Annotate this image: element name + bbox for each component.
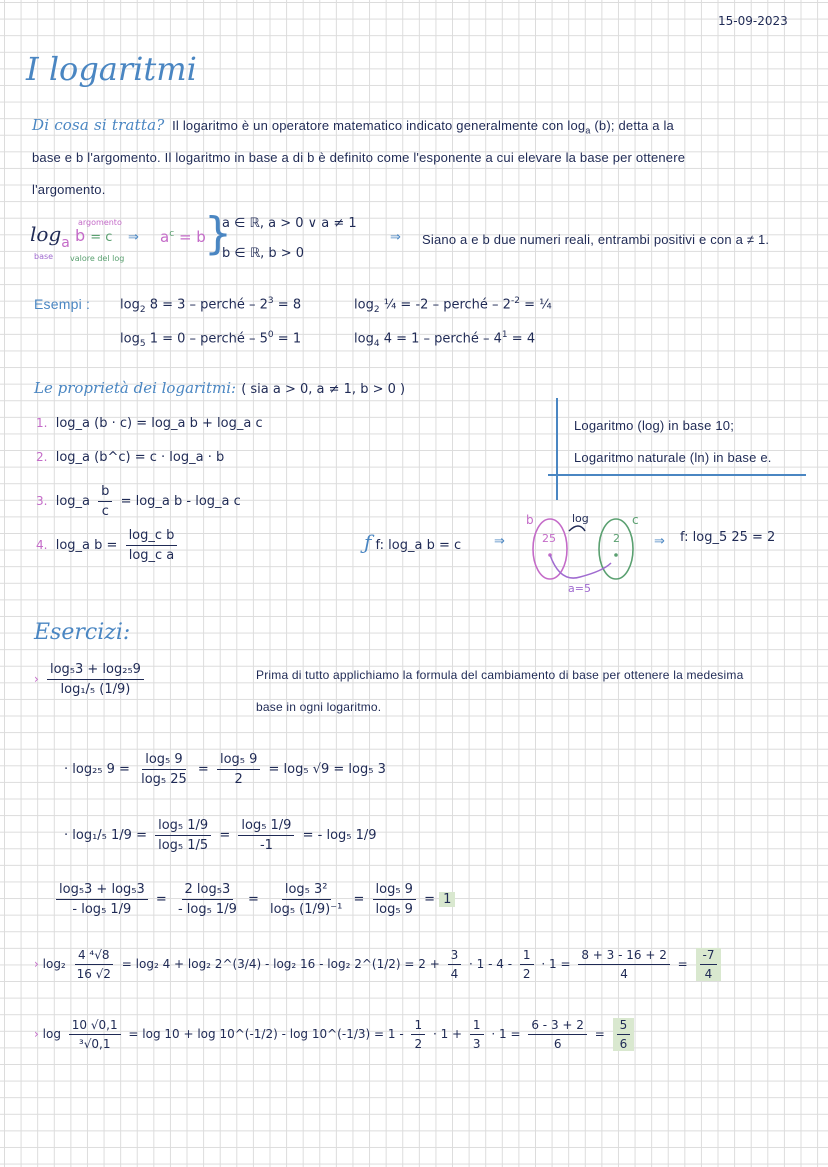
- property-lhs: log_a: [55, 494, 91, 509]
- exercise-1-step-2: · log₁/₅ 1/9 = $\frac{\text{log₅ 1/9}}{\text{log₅ 1/5}}$ = $\frac{\text{log₅ 1/9}}{-1}$ = - log₅ 1/9: [64, 818, 377, 853]
- fraction: [373, 882, 416, 917]
- side-box-line-2: Logaritmo naturale (ln) in base e.: [574, 450, 772, 465]
- denominator: 2: [522, 967, 531, 981]
- label-value: valore del log: [70, 254, 125, 263]
- property-text: log_a (b · c) = log_a b + log_a c: [55, 416, 263, 431]
- def-power: [160, 228, 206, 246]
- condition-b: b ∈ ℝ, b > 0: [222, 246, 305, 261]
- ex-why: perché: [434, 331, 479, 347]
- ex-log: log: [354, 297, 374, 313]
- label-base: base: [34, 252, 54, 261]
- power-base: a: [160, 228, 170, 246]
- fraction: [47, 662, 144, 697]
- ex-res: = 4: [511, 331, 536, 347]
- ex-sub: 2: [139, 304, 146, 315]
- properties-condition: ( sia a > 0, a ≠ 1, b > 0 ): [241, 382, 406, 397]
- def-eq: = c: [90, 230, 113, 245]
- denominator: - log₅ 1/9: [177, 902, 237, 917]
- ex3-expand: = log 10 + log 10^(-1/2) - log 10^(-1/3) = 1 -: [128, 1027, 404, 1041]
- properties-heading-row: [34, 378, 405, 397]
- numerator: log₅3 + log₂₅9: [47, 662, 144, 680]
- label-argument: argomento: [78, 218, 122, 227]
- property-3: [36, 484, 241, 519]
- ex-rest: 4 = 1: [383, 331, 420, 347]
- ex2-expand: = log₂ 4 + log₂ 2^(3/4) - log₂ 16 - log₂ 2^(1/2) = 2 +: [121, 957, 440, 971]
- ex-why: perché: [200, 297, 245, 313]
- ex3-tail-a: · 1 +: [432, 1027, 463, 1041]
- denominator: 3: [472, 1037, 481, 1051]
- ex-exp: 0: [267, 330, 274, 340]
- ex-res: = ¼: [524, 297, 552, 313]
- exercise-3: › log $\frac{10 √0,1}{\text{³√0,1}}$ = log 10 + log 10^(-1/2) - log 10^(-1/3) = 1 - $\frac{1}{2}$ · 1 + $\frac{1}{3}$ · 1 = $\frac{6 - 3 + 2}{6}$ = $\frac{5}{6}$: [34, 1018, 638, 1051]
- fraction: [528, 1018, 587, 1051]
- base-label: a=5: [568, 582, 591, 595]
- numerator: log₅ 9: [217, 752, 260, 770]
- intro-text-1: Il logaritmo è un operatore matematico indicato generalmente con log: [172, 118, 586, 133]
- intro-arg: (b); detta a la: [594, 118, 674, 133]
- ex-log: log: [120, 297, 140, 313]
- exercise-1-expression: › $\frac{\text{log₅3 + log₂₅9}}{\text{log₁/₅ (1/9)}}$: [34, 662, 148, 697]
- denominator: log₅ 25: [141, 772, 187, 787]
- fraction: [138, 752, 190, 787]
- property-number: 3.: [36, 494, 48, 508]
- exercise-1-step-1: · log₂₅ 9 = $\frac{\text{log₅ 9}}{\text{log₅ 25}}$ = $\frac{\text{log₅ 9}}{2}$ = log₅ √9 = log₅ 3: [64, 752, 386, 787]
- set-c-label: c: [632, 513, 639, 527]
- property-number: 2.: [36, 450, 48, 464]
- property-lhs: log_a b =: [55, 538, 118, 553]
- numerator: log₅ 9: [373, 882, 416, 900]
- property-rhs: = log_a b - log_a c: [120, 494, 241, 509]
- fraction: [155, 818, 211, 853]
- numerator: 5: [617, 1018, 631, 1035]
- ex-base: 2: [502, 297, 511, 313]
- ex-exp: 1: [501, 330, 508, 340]
- step-rest: = - log₅ 1/9: [302, 828, 377, 843]
- exercise-1-note-2: base in ogni logaritmo.: [256, 700, 382, 714]
- ex-rest: 1 = 0: [149, 331, 186, 347]
- example-3: $\log_2$ ¼ = -2 – perché – $2^{-2}$ = ¼: [354, 296, 552, 315]
- example-4: $\log_4 4 = 1$ – perché – $4^1 = 4$: [354, 330, 536, 349]
- ex-log: log: [354, 331, 374, 347]
- example-2: $\log_5 1 = 0$ – perché – $5^0 = 1$: [120, 330, 302, 349]
- fraction: [217, 752, 260, 787]
- step-lhs: · log₂₅ 9 =: [64, 762, 130, 777]
- page-title: I logaritmi: [26, 50, 197, 88]
- denominator: 2: [414, 1037, 423, 1051]
- denominator: 6: [619, 1037, 628, 1051]
- intro-line-1: [32, 116, 674, 136]
- denominator: -1: [259, 838, 273, 853]
- examples-label: Esempi :: [34, 296, 91, 312]
- diagram-lhs-text: f: log_a b = c: [375, 538, 462, 553]
- ex-res: = 1: [277, 331, 302, 347]
- denominator: log₅ 1/5: [158, 838, 209, 853]
- denominator: - log₅ 1/9: [72, 902, 132, 917]
- step-lhs: · log₁/₅ 1/9 =: [64, 828, 147, 843]
- denominator: 2: [234, 772, 243, 787]
- denominator: 4: [704, 967, 713, 981]
- exercise-2: › log₂ $\frac{\text{4 ⁴√8}}{16 √2}$ = log₂ 4 + log₂ 2^(3/4) - log₂ 16 - log₂ 2^(1/2) = 2 + $\frac{3}{4}$ · 1 - 4 - $\frac{1}{2}$ · 1 = $\frac{8 + 3 - 16 + 2}{4}$ = $\frac{-7}{4}$: [34, 948, 725, 981]
- numerator: 10 √0,1: [69, 1018, 121, 1035]
- side-box-border: [556, 398, 558, 500]
- def-base: a: [61, 235, 70, 251]
- exercise-1-result: 1: [439, 892, 455, 907]
- property-text: log_a (b^c) = c · log_a · b: [55, 450, 225, 465]
- property-number: 4.: [36, 538, 48, 552]
- property-1: [36, 416, 263, 431]
- ex-why: perché: [443, 297, 488, 313]
- fraction: [56, 882, 148, 917]
- ex-sub: 5: [139, 338, 146, 349]
- diagram-rhs: f: log_5 25 = 2: [680, 530, 776, 545]
- numerator: 3: [448, 948, 462, 965]
- ex-sub: 2: [373, 304, 380, 315]
- diagram-lhs: ƒ f: log_a b = c: [364, 530, 462, 554]
- fraction: [74, 948, 114, 981]
- fraction: [69, 1018, 121, 1051]
- numerator: log₅3 + log₅3: [56, 882, 148, 900]
- diagram-arrow-1: ⇒: [494, 534, 505, 549]
- ex-base: 5: [259, 331, 268, 347]
- example-1: $\log_2 8 = 3$ – perché – $2^3 = 8$: [120, 296, 302, 315]
- denominator: 4: [450, 967, 459, 981]
- ex-rest: 8 = 3: [149, 297, 186, 313]
- ex2-tail-b: · 1 =: [541, 957, 571, 971]
- def-log: log: [30, 222, 62, 246]
- numerator: 1: [411, 1018, 425, 1035]
- property-2: [36, 450, 224, 465]
- fraction: [238, 818, 294, 853]
- numerator: log₅ 1/9: [155, 818, 211, 836]
- numerator: 4 ⁴√8: [75, 948, 113, 965]
- denominator: 16 √2: [76, 967, 111, 981]
- numerator: log₅ 9: [142, 752, 185, 770]
- ex-base: 4: [493, 331, 502, 347]
- intro-heading: Di cosa si tratta?: [32, 116, 165, 134]
- ex-rest: ¼ = -2: [383, 297, 429, 313]
- ex-exp: 3: [267, 296, 274, 306]
- ex2-lhs: log₂: [42, 957, 66, 971]
- numerator: log₅ 1/9: [238, 818, 294, 836]
- side-box-underline: [548, 474, 806, 476]
- exercise-3-result: [613, 1018, 635, 1051]
- fraction: [98, 484, 112, 519]
- denominator: ³√0,1: [78, 1037, 111, 1051]
- denominator: log₅ (1/9)⁻¹: [270, 902, 343, 917]
- date: 15-09-2023: [718, 14, 788, 28]
- fraction: [470, 1018, 484, 1051]
- side-box-line-1: Logaritmo (log) in base 10;: [574, 418, 735, 433]
- denominator: log_c a: [128, 548, 175, 563]
- properties-heading: Le proprietà dei logaritmi:: [34, 379, 237, 397]
- ex3-tail-b: · 1 =: [491, 1027, 521, 1041]
- numerator: 8 + 3 - 16 + 2: [578, 948, 670, 965]
- ex-base: 2: [259, 297, 268, 313]
- fraction: [520, 948, 534, 981]
- power-rhs: = b: [178, 228, 206, 246]
- fraction: [267, 882, 345, 917]
- denominator: 4: [620, 967, 628, 981]
- brace-icon: }: [204, 208, 232, 259]
- fraction: [126, 528, 178, 563]
- numerator: b: [98, 484, 112, 502]
- note-arrow: ⇒: [390, 230, 401, 245]
- intro-line-2: base e b l'argomento. Il logaritmo in base a di b è definito come l'esponente a cui elevare la base per ottenere: [32, 150, 686, 165]
- set-b-label: b: [526, 513, 534, 527]
- ex-why: perché: [200, 331, 245, 347]
- ex-exp: -2: [510, 296, 520, 306]
- exercises-heading: Esercizi:: [34, 620, 131, 645]
- map-label: log: [572, 512, 589, 525]
- ex-log: log: [120, 331, 140, 347]
- numerator: log₅ 3²: [282, 882, 331, 900]
- ex-sub: 4: [373, 338, 380, 349]
- denominator: c: [101, 504, 109, 519]
- def-arg: b: [74, 226, 86, 245]
- exercise-1-step-3: $\frac{\text{log₅3 + log₅3}}{\text{- log₅ 1/9}}$ = $\frac{\text{2 log₅3}}{\text{- log₅ 1/9}}$ = $\frac{\text{log₅ 3²}}{\text{log₅ (1/9)⁻¹}}$ = $\frac{\text{log₅ 9}}{\text{log₅ 9}}$ = 1: [52, 882, 455, 917]
- fraction: [578, 948, 670, 981]
- numerator: -7: [700, 948, 718, 965]
- def-arrow: ⇒: [128, 230, 139, 245]
- denominator: 6: [553, 1037, 562, 1051]
- numerator: 6 - 3 + 2: [528, 1018, 587, 1035]
- ex2-tail-a: · 1 - 4 -: [469, 957, 513, 971]
- numerator: 1: [470, 1018, 484, 1035]
- fraction: [411, 1018, 425, 1051]
- condition-a: a ∈ ℝ, a > 0 ∨ a ≠ 1: [222, 216, 357, 231]
- definition-note: Siano a e b due numeri reali, entrambi positivi e con a ≠ 1.: [422, 232, 770, 247]
- numerator: log_c b: [126, 528, 178, 546]
- diagram-arrow-2: ⇒: [654, 534, 665, 549]
- property-4: [36, 528, 181, 563]
- ex-res: = 8: [277, 297, 302, 313]
- denominator: log₁/₅ (1/9): [60, 682, 131, 697]
- set-b-value: 25: [542, 532, 556, 545]
- intro-sub: a: [585, 125, 591, 136]
- numerator: 2 log₅3: [182, 882, 234, 900]
- denominator: log₅ 9: [375, 902, 413, 917]
- fraction: [175, 882, 240, 917]
- fraction: [448, 948, 462, 981]
- property-number: 1.: [36, 416, 48, 430]
- numerator: 1: [520, 948, 534, 965]
- step-rest: = log₅ √9 = log₅ 3: [268, 762, 386, 777]
- exercise-2-result: [696, 948, 722, 981]
- power-exp: c: [169, 229, 175, 239]
- ex3-lhs: log: [42, 1027, 61, 1041]
- exercise-1-note-1: Prima di tutto applichiamo la formula del cambiamento di base per ottenere la medesima: [256, 668, 744, 682]
- intro-line-3: l'argomento.: [32, 182, 106, 197]
- set-c-value: 2: [613, 532, 620, 545]
